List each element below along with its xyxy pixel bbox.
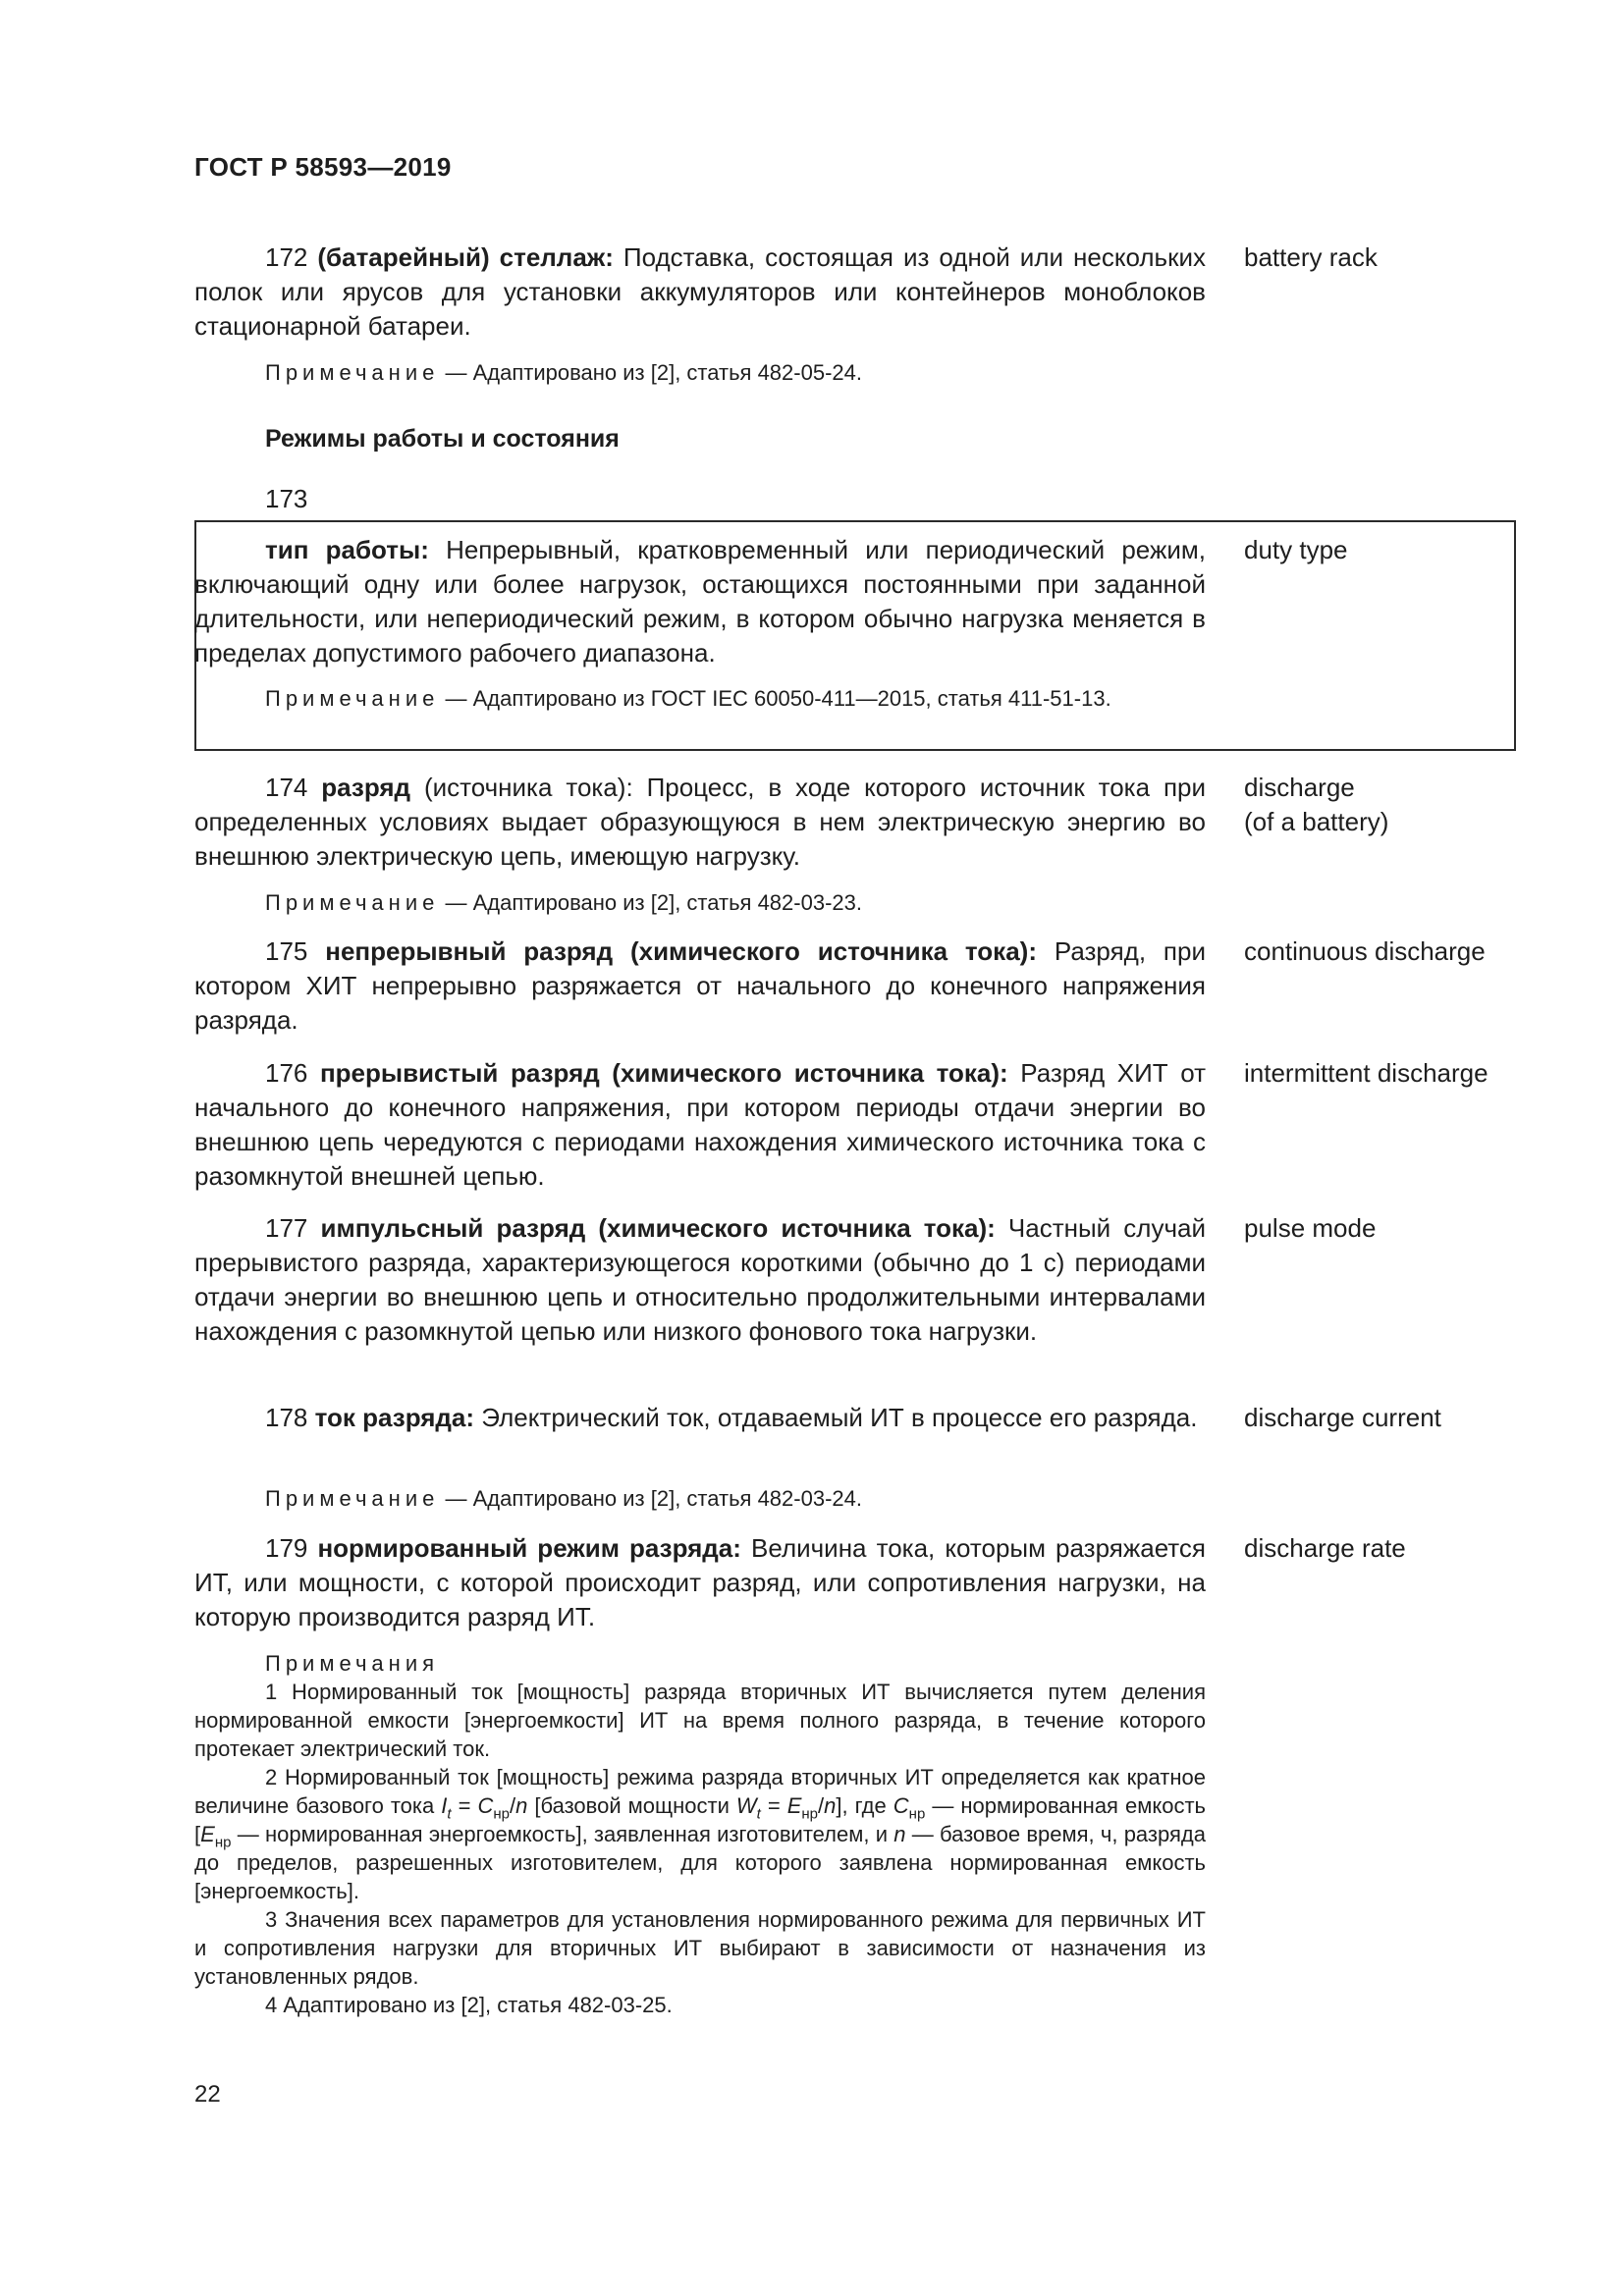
definition: Подставка, состоящая из одной или нескольких полок или ярусов для установки аккумуляторов или контейнеров моноблоков стационарной батареи. [194,242,1206,341]
entry-178 [194,1401,1206,1435]
term-number: 178 [265,1403,308,1432]
english-term [1244,771,1388,839]
term: тип работы: [265,535,429,564]
note-label: Примечание [265,890,440,915]
term: ток разряда: [314,1403,475,1432]
note-text: — Адаптировано из [2], статья 482-03-23. [445,890,862,915]
note-1: 1 Нормированный ток [мощность] разряда вторичных ИТ вычисляется путем деления нормированной емкости [энергоемкости] ИТ на время полного разряда, в течение которого протекает электрический ток. [194,1680,1206,1761]
definition: Разряд ХИТ от начального до конечного напряжения, при котором периоды отдачи энергии во внешнюю цепь чередуются с периодами нахождения химического источника тока с разомкнутой внешней цепью. [194,1058,1206,1191]
english-term: intermittent discharge [1244,1058,1489,1088]
note-173 [194,684,1206,714]
term: непрерывный разряд (химического источника тока): [325,936,1037,966]
definition: Разряд, при котором ХИТ непрерывно разряжается от начального до конечного напряжения разряда. [194,936,1206,1035]
entry-176 [194,1056,1206,1194]
entry-175 [194,934,1206,1038]
page-number: 22 [194,2081,221,2108]
notes-179 [194,1649,1206,2019]
english-term: discharge rate [1244,1533,1406,1563]
note-4: 4 Адаптировано из [2], статья 482-03-25. [265,1993,673,2017]
term-number: 174 [265,773,308,802]
english-term: duty type [1244,535,1348,564]
term-number: 176 [265,1058,308,1088]
note-label: Примечание [265,686,440,711]
entry-173 [194,533,1206,670]
term: прерывистый разряд (химического источника тока): [319,1058,1008,1088]
note-label: Примечание [265,1486,440,1511]
english-term-line: discharge [1244,773,1355,802]
definition: Величина тока, которым разряжается ИТ, или мощности, с которой происходит разряд, или сопротивления нагрузки, на которую производится разряд ИТ. [194,1533,1206,1631]
term: нормированный режим разряда: [317,1533,741,1563]
english-term: discharge current [1244,1403,1441,1432]
term: (батарейный) стеллаж: [317,242,614,272]
note-label: Примечание [265,360,440,385]
definition: Частный случай прерывистого разряда, характеризующегося короткими (обычно до 1 с) периодами отдачи энергии во внешнюю цепь и относительно продолжительными интервалами нахождения с разомкнутой цепью или низкого фонового тока нагрузки. [194,1213,1206,1346]
term-number: 175 [265,936,308,966]
note-2: 2 Нормированный ток [мощность] режима разряда вторичных ИТ определяется как кратное величине базового тока $I_t = C_{нр}/n$ [базовой мощности $W_t = E_{нр}/n$], где $C_{нр}$ — нормированная емкость [$E_{нр}$ — нормированная энергоемкость], заявленная изготовителем, и n — базовое время, ч, разряда до пределов, разрешенных изготовителем, для которого заявлена нормированная емкость [энергоемкость]. [194,1765,1206,1903]
entry-177 [194,1211,1206,1349]
note-3: 3 Значения всех параметров для установления нормированного режима для первичных ИТ и сопротивления нагрузки для вторичных ИТ выбирают в зависимости от назначения из установленных рядов. [194,1907,1206,1989]
note-text: — Адаптировано из ГОСТ IEC 60050-411—2015, статья 411-51-13. [445,686,1111,711]
document-header: ГОСТ Р 58593—2019 [194,152,452,182]
note-text: — Адаптировано из [2], статья 482-05-24. [445,360,862,385]
entry-172 [194,240,1206,344]
term-number: 179 [265,1533,308,1563]
section-heading: Режимы работы и состояния [265,425,620,453]
definition: Процесс, в ходе которого источник тока при определенных условиях выдает образующуюся в нем электрическую энергию во внешнюю электрическую цепь, имеющую нагрузку. [194,773,1207,871]
english-term-line: (of a battery) [1244,807,1389,836]
term: разряд [321,773,411,802]
note-178 [194,1484,1206,1514]
term-number-173: 173 [265,484,308,513]
note-172 [194,358,1206,388]
definition: Электрический ток, отдаваемый ИТ в процессе его разряда. [481,1403,1198,1432]
term-number: 172 [265,242,308,272]
term-number: 177 [265,1213,308,1243]
english-term: continuous discharge [1244,936,1486,966]
definition: Непрерывный, кратковременный или периодический режим, включающий одну или более нагрузок, остающихся постоянными при заданной длительности, или непериодический режим, в котором обычно нагрузка меняется в пределах допустимого рабочего диапазона. [194,535,1206,667]
term-suffix: (источника тока): [423,773,633,802]
entry-179 [194,1531,1206,1634]
entry-174 [194,771,1206,874]
notes-label: Примечания [265,1651,440,1676]
english-term: pulse mode [1244,1213,1377,1243]
note-174 [194,888,1206,918]
english-term: battery rack [1244,242,1378,272]
term: импульсный разряд (химического источника тока): [320,1213,996,1243]
note-text: — Адаптировано из [2], статья 482-03-24. [445,1486,862,1511]
